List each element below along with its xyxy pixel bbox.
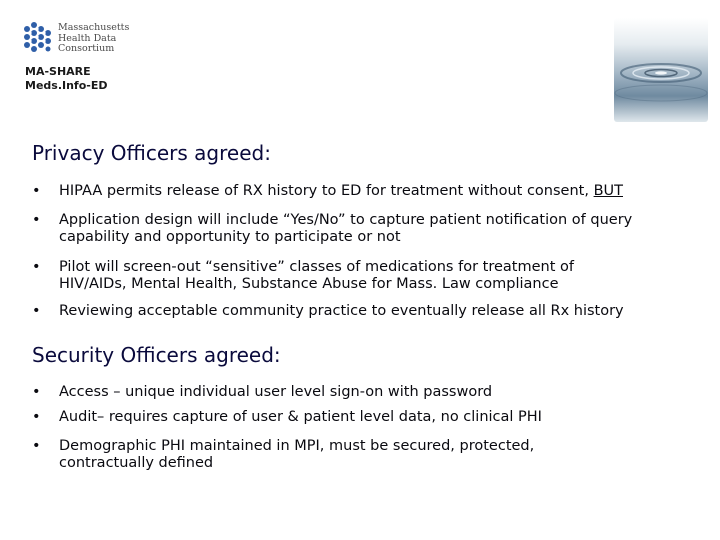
project-name: MA-SHARE	[25, 65, 91, 78]
bullet-dot: •	[32, 384, 41, 400]
logo-line-3: Consortium	[58, 43, 115, 54]
logo-line-1: Massachusetts	[58, 22, 130, 33]
bullet-text-line-1: Application design will include “Yes/No” to capture patient notification of query	[59, 212, 633, 228]
bullet-text-line-1: Demographic PHI maintained in MPI, must be secured, protected,	[59, 438, 535, 454]
bullet-text: Audit– requires capture of user & patient level data, no clinical PHI	[59, 409, 542, 425]
bullet-text-line-2: HIV/AIDs, Mental Health, Substance Abuse for Mass. Law compliance	[59, 276, 559, 292]
bullet-dot: •	[32, 303, 41, 319]
bullet-dot: •	[32, 212, 41, 228]
bullet-text: Reviewing acceptable community practice to eventually release all Rx history	[59, 303, 624, 319]
project-header	[25, 65, 107, 93]
bullet-dot: •	[32, 438, 41, 454]
security-section-title: Security Officers agreed:	[32, 343, 281, 367]
bullet-dot: •	[32, 183, 41, 199]
bullet-dot: •	[32, 409, 41, 425]
bullet-dot: •	[32, 259, 41, 275]
logo-wordmark	[58, 23, 129, 55]
bullet-emphasis: BUT	[593, 183, 623, 199]
bullet-text-line-2: contractually defined	[59, 455, 214, 471]
bullet-text-line-1: Pilot will screen-out “sensitive” classes of medications for treatment of	[59, 259, 574, 275]
bullet-text: Access – unique individual user level sign-on with password	[59, 384, 493, 400]
project-subtitle: Meds.Info-ED	[25, 79, 108, 92]
bullet-text: HIPAA permits release of RX history to ED for treatment without consent,	[59, 183, 594, 199]
water-drop-image	[614, 18, 708, 122]
bullet-text-line-2: capability and opportunity to participate or not	[59, 229, 401, 245]
logo-line-2: Health Data	[58, 32, 117, 44]
consortium-knot-icon	[22, 20, 56, 54]
consortium-logo	[22, 20, 132, 60]
privacy-section-title: Privacy Officers agreed:	[32, 141, 271, 165]
